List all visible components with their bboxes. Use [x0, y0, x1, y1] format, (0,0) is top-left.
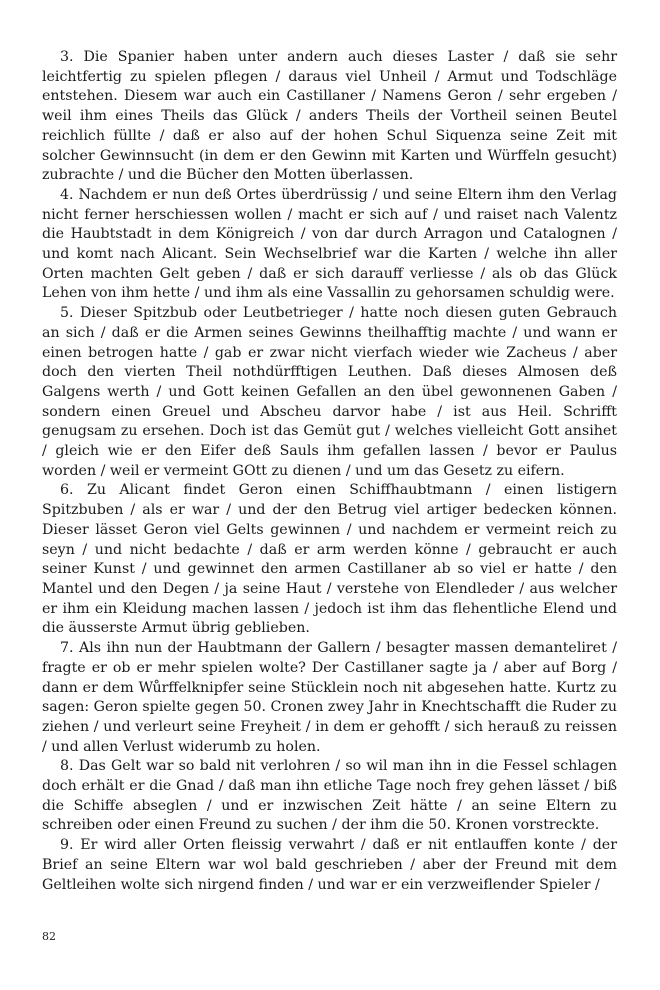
- paragraph-6: 6. Zu Alicant findet Geron einen Schiffhaubtmann / einen listigern Spitzbuben / als er war / und der den Betrug viel artiger bedecken können. Dieser lässet Geron viel Gelts gewinnen / und nachdem er vermeint reich zu seyn / und nicht bedachte / daß er arm werden könne / gebraucht er auch seiner Kunst / und gewinnet den armen Castillaner ab so viel er hatte / den Mantel und den Degen / ja seine Haut / verstehe von Elendleder / aus welcher er ihm ein Kleidung machen lassen / jedoch ist ihm das flehentliche Elend und die äusserste Armut übrig geblieben.: [42, 482, 617, 637]
- paragraph-5: 5. Dieser Spitzbub oder Leutbetrieger / hatte noch diesen guten Gebrauch an sich / daß er die Armen seines Gewinns theilhafftig machte / und wann er einen betrogen hatte / gab er zwar nicht vierfach wieder wie Zacheus / aber doch den vierten Theil nothdürfftigen Leuthen. Daß dieses Almosen deß Galgens werth / und Gott keinen Gefallen an den übel gewonnenen Gaben / sondern einen Greuel und Abscheu darvor habe / ist aus Heil. Schrifft genugsam zu ersehen. Doch ist das Gemüt gut / welches vielleicht Gott ansihet / gleich wie er den Eifer deß Sauls ihm gefallen lassen / bevor er Paulus worden / weil er vermeint GOtt zu dienen / und um das Gesetz zu eifern.: [42, 305, 617, 479]
- page-number: 82: [42, 930, 56, 943]
- paragraph-8: 8. Das Gelt war so bald nit verlohren / so wil man ihn in die Fessel schlagen doch erhält er die Gnad / daß man ihn etliche Tage noch frey gehen lässet / biß die Schiffe abseglen / und er inzwischen Zeit hätte / an seine Eltern zu schreiben oder einen Freund zu suchen / der ihm die 50. Kronen vorstreckte.: [42, 758, 617, 834]
- page-body: [42, 48, 617, 895]
- paragraph-7: 7. Als ihn nun der Haubtmann der Gallern / besagter massen demanteliret / fragte er ob er mehr spielen wolte? Der Castillaner sagte ja / aber auf Borg / dann er dem Wůrffelknipfer seine Stücklein noch nit abgesehen hatte. Kurtz zu sagen: Geron spielte gegen 50. Cronen zwey Jahr in Knechtschafft die Ruder zu ziehen / und verleurt seine Freyheit / in dem er gehofft / sich herauß zu reissen / und allen Verlust widerumb zu holen.: [42, 640, 617, 755]
- paragraph-9: 9. Er wird aller Orten fleissig verwahrt / daß er nit entlauffen konte / der Brief an seine Eltern war wol bald geschrieben / aber der Freund mit dem Geltleihen wolte sich nirgend finden / und war er ein verzweiflender Spieler /: [42, 837, 617, 893]
- paragraph-4: 4. Nachdem er nun deß Ortes überdrüssig / und seine Eltern ihm den Verlag nicht ferner herschiessen wollen / macht er sich auf / und raiset nach Valentz die Haubtstadt in dem Königreich / von dar durch Arragon und Catalognen / und komt nach Alicant. Sein Wechselbrief war die Karten / welche ihn aller Orten machten Gelt geben / daß er sich darauff verliesse / als ob das Glück Lehen von ihm hette / und ihm als eine Vassallin zu gehorsamen schuldig were.: [42, 186, 617, 302]
- paragraph-3: 3. Die Spanier haben unter andern auch dieses Laster / daß sie sehr leichtfertig zu spielen pflegen / daraus viel Unheil / Armut und Todschläge entstehen. Diesem war auch ein Castillaner / Namens Geron / sehr ergeben / weil ihm eines Theils das Glück / anders Theils der Vortheil seinen Beutel reichlich füllte / daß er also auf der hohen Schul Siquenza seine Zeit mit solcher Gewinnsucht (in dem er den Gewinn mit Karten und Würffeln gesucht) zubrachte / und die Bücher den Motten überlassen.: [42, 49, 617, 184]
